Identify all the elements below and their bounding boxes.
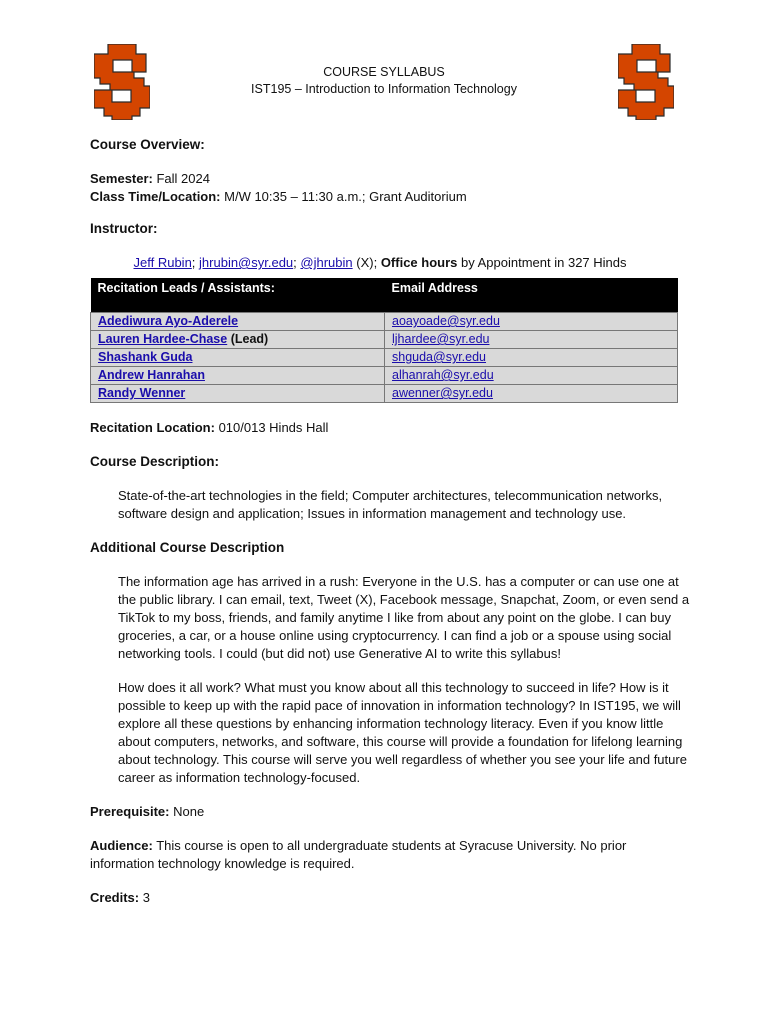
lead-name-link[interactable]: Adediwura Ayo-Aderele — [98, 314, 239, 328]
semester-line — [90, 170, 690, 188]
recitation-location-label: Recitation Location: — [90, 420, 215, 435]
semester-label: Semester: — [90, 171, 153, 186]
table-row — [91, 331, 678, 349]
audience-line — [90, 837, 690, 873]
table-header-row — [91, 278, 678, 313]
additional-description-heading: Additional Course Description — [90, 540, 285, 555]
lead-name-link[interactable]: Randy Wenner — [98, 386, 186, 400]
course-description-text: State-of-the-art technologies in the field; Computer architectures, telecommunication networks, software design and application; Issues in information management and technology use. — [118, 488, 663, 521]
table-row — [91, 385, 678, 403]
table-row — [91, 349, 678, 367]
table-header-email: Email Address — [385, 278, 678, 313]
office-hours-label: Office hours — [380, 255, 458, 270]
syllabus-header — [0, 64, 768, 98]
instructor-heading: Instructor: — [90, 221, 158, 236]
lead-email-link[interactable]: ljhardee@syr.edu — [392, 332, 490, 346]
course-description-heading: Course Description: — [90, 454, 220, 469]
semester-value: Fall 2024 — [152, 171, 210, 186]
credits-value: 3 — [139, 890, 150, 905]
lead-email-cell — [385, 385, 678, 403]
table-row — [91, 313, 678, 331]
lead-name-cell — [91, 349, 385, 367]
recitation-location-line — [90, 419, 690, 437]
lead-name-link[interactable]: Shashank Guda — [98, 350, 193, 364]
instructor-sep-1: ; — [191, 255, 200, 270]
instructor-line — [90, 254, 690, 272]
lead-note: (Lead) — [227, 332, 269, 346]
lead-name-cell — [91, 385, 385, 403]
lead-email-cell — [385, 331, 678, 349]
lead-email-cell — [385, 367, 678, 385]
instructor-sep-2: ; — [293, 255, 301, 270]
table-header-leads: Recitation Leads / Assistants: — [91, 278, 385, 313]
instructor-email-link[interactable]: jhrubin@syr.edu — [199, 255, 294, 270]
credits-line — [90, 889, 690, 907]
lead-email-cell — [385, 313, 678, 331]
table-row — [91, 367, 678, 385]
additional-description-para-1: The information age has arrived in a rush: Everyone in the U.S. has a computer or can use one at the public library. I can email, text, Tweet (X), Facebook message, Snapchat, Zoom, or even send a TikTok to my boss, friends, and family anytime I like from about any point on the globe. I can buy groceries, a car, or a house online using cryptocurrency. I can find a job or a spouse using social networking tools. I could (but did not) use Generative AI to write this syllabus! — [118, 574, 690, 661]
lead-email-cell — [385, 349, 678, 367]
prerequisite-label: Prerequisite: — [90, 804, 170, 819]
lead-name-cell — [91, 367, 385, 385]
course-overview-heading: Course Overview: — [90, 137, 205, 152]
instructor-name-link[interactable]: Jeff Rubin — [133, 255, 192, 270]
office-hours-value: by Appointment in 327 Hinds — [457, 255, 627, 270]
lead-name-link[interactable]: Andrew Hanrahan — [98, 368, 205, 382]
recitation-leads-table — [90, 278, 678, 403]
lead-email-link[interactable]: awenner@syr.edu — [392, 386, 493, 400]
lead-name-cell — [91, 313, 385, 331]
class-time-line — [90, 188, 690, 206]
recitation-location-value: 010/013 Hinds Hall — [214, 420, 329, 435]
class-time-label: Class Time/Location: — [90, 189, 221, 204]
additional-description-para-2: How does it all work? What must you know about all this technology to succeed in life? How is it possible to keep up with the rapid pace of innovation in information technology? In IST195, we will explore all these questions by enhancing information technology literacy. Even if you know little about computers, networks, and software, this course will provide a foundation for lifelong learning about technology. This course will serve you well regardless of whether you see your life and future career as information technology-focused. — [118, 680, 687, 785]
syllabus-content — [90, 136, 690, 907]
lead-name-cell — [91, 331, 385, 349]
instructor-handle-link[interactable]: @jhrubin — [300, 255, 353, 270]
prerequisite-line — [90, 803, 690, 821]
header-title: COURSE SYLLABUS — [323, 65, 445, 79]
class-time-value: M/W 10:35 – 11:30 a.m.; Grant Auditorium — [220, 189, 467, 204]
credits-label: Credits: — [90, 890, 140, 905]
lead-email-link[interactable]: shguda@syr.edu — [392, 350, 487, 364]
lead-email-link[interactable]: aoayoade@syr.edu — [392, 314, 500, 328]
audience-label: Audience: — [90, 838, 153, 853]
lead-name-link[interactable]: Lauren Hardee-Chase — [98, 332, 228, 346]
audience-value: This course is open to all undergraduate students at Syracuse University. No prior information technology knowledge is required. — [90, 838, 627, 871]
instructor-handle-note: (X); — [352, 255, 381, 270]
header-course: IST195 – Introduction to Information Technology — [251, 82, 517, 96]
prerequisite-value: None — [169, 804, 205, 819]
lead-email-link[interactable]: alhanrah@syr.edu — [392, 368, 494, 382]
